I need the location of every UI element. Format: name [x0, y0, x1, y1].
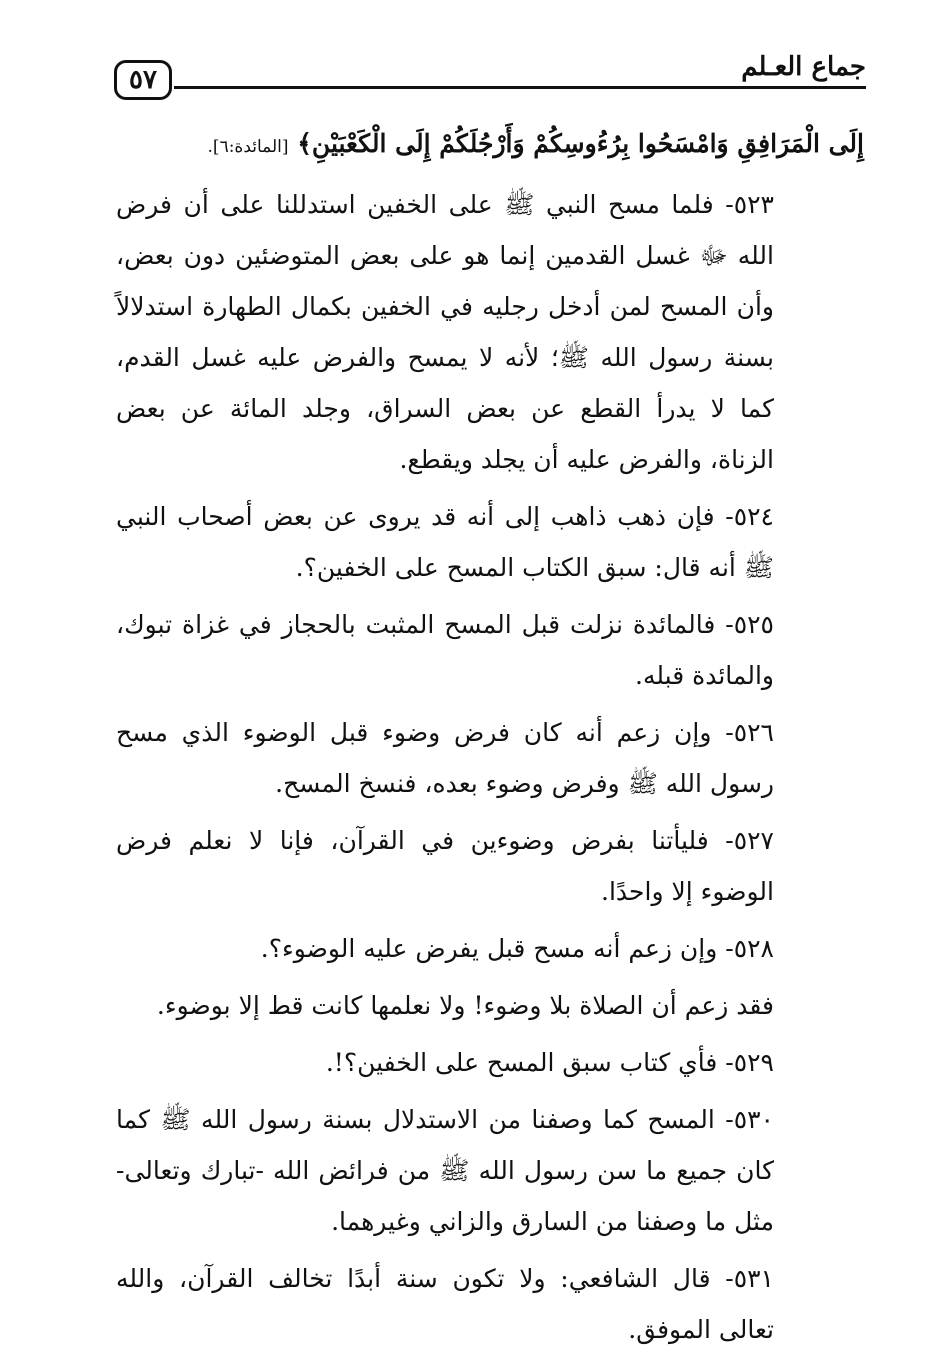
paragraph-524: ٥٢٤- فإن ذهب ذاهب إلى أنه قد يروى عن بعض أصحاب النبي ﷺ أنه قال: سبق الكتاب المسح على الخفين؟.: [116, 502, 774, 582]
paragraph-527: ٥٢٧- فليأتنا بفرض وضوءين في القرآن، فإنا لا نعلم فرض الوضوء إلا واحدًا.: [116, 826, 774, 906]
page-number-box: [114, 60, 172, 100]
paragraph-526: ٥٢٦- وإن زعم أنه كان فرض وضوء قبل الوضوء الذي مسح رسول الله ﷺ وفرض وضوء بعده، فنسخ المسح.: [116, 718, 774, 798]
header-rule: [174, 86, 866, 89]
paragraph-528-continued: فقد زعم أن الصلاة بلا وضوء! ولا نعلمها كانت قط إلا بوضوء.: [156, 991, 774, 1020]
book-title: جماع العـلم: [731, 52, 866, 82]
paragraph-523: ٥٢٣- فلما مسح النبي ﷺ على الخفين استدللنا على أن فرض الله ﷻ غسل القدمين إنما هو على بعض المتوضئين دون بعض، وأن المسح لمن أدخل رجليه في الخفين بكمال الطهارة استدلالاً بسنة رسول الله ﷺ؛ لأنه لا يمسح والفرض عليه غسل القدم، كما لا يدرأ القطع عن بعض السراق، وجلد المائة عن بعض الزناة، والفرض عليه أن يجلد ويقطع.: [116, 190, 774, 474]
paragraph-525: ٥٢٥- فالمائدة نزلت قبل المسح المثبت بالحجاز في غزاة تبوك، والمائدة قبله.: [116, 610, 774, 690]
paragraph-528: ٥٢٨- وإن زعم أنه مسح قبل يفرض عليه الوضوء؟.: [260, 934, 774, 963]
body-text: [116, 118, 864, 1361]
page-number: ٥٧: [129, 65, 157, 95]
paragraph-531: ٥٣١- قال الشافعي: ولا تكون سنة أبدًا تخالف القرآن، والله تعالى الموفق.: [116, 1264, 774, 1344]
quran-verse: إِلَى الْمَرَافِقِ وَامْسَحُوا بِرُءُوسِكُمْ وَأَرْجُلَكُمْ إِلَى الْكَعْبَيْنِ﴾: [297, 129, 864, 158]
paragraph-529: ٥٢٩- فأي كتاب سبق المسح على الخفين؟!.: [325, 1048, 774, 1077]
quran-verse-line: [116, 118, 864, 173]
quran-reference: [المائدة:٦].: [207, 137, 289, 157]
page-header: [114, 52, 866, 102]
paragraph-530: ٥٣٠- المسح كما وصفنا من الاستدلال بسنة رسول الله ﷺ كما كان جميع ما سن رسول الله ﷺ من فرائض الله -تبارك وتعالى- مثل ما وصفنا من السارق والزاني وغيرهما.: [116, 1105, 774, 1236]
